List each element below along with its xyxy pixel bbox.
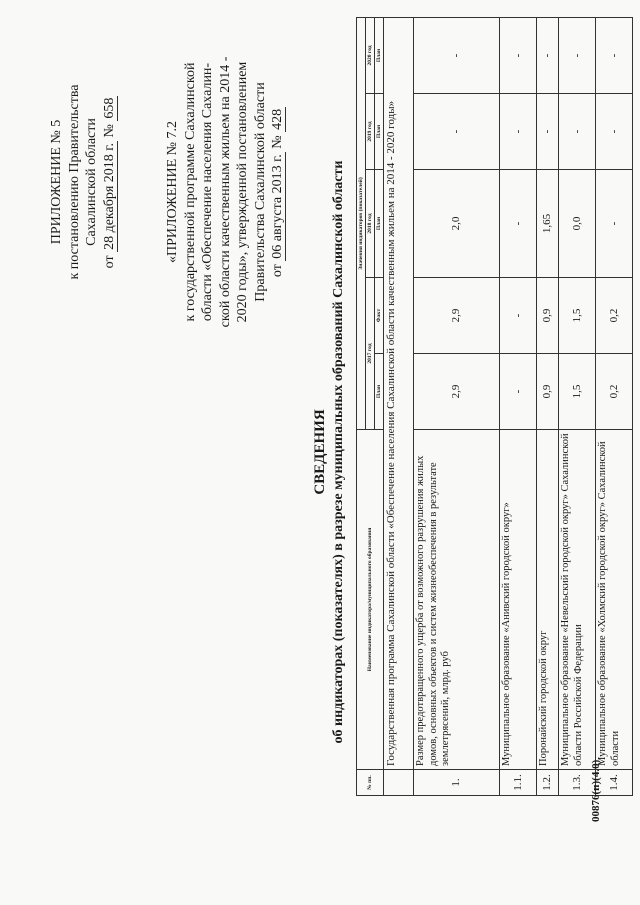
program-number: 428 [270,108,285,130]
value-2017-plan: 2,9 [414,354,500,430]
rotated-document-page [14,12,621,892]
value-2017-fact: 2,9 [414,278,500,354]
appendix-72-line: 2020 годы», утвержденной постановлением [235,61,250,323]
row-number: 1.3. [559,770,596,796]
row-number: 1.2. [537,770,559,796]
value-2017-fact: 0,9 [537,278,559,354]
document-code: 00876(п)(4.0) [590,759,602,822]
municipality-name: Муниципальное образование «Невельский городской округ» Сахалинской области Российской Федерации [559,430,596,770]
municipality-name: Муниципальное образование «Холмский городской округ» Сахалинской области [596,430,633,770]
appendix-72-date-line: от 06 августа 2013 г. № 428 [270,108,285,278]
value-2018-plan: - [596,170,633,278]
value-2017-fact: 0,2 [596,278,633,354]
appendix-72-line: к государственной программе Сахалинской [182,62,198,322]
page-title: СВЕДЕНИЯ [312,409,328,495]
header-2020: 2020 год [366,17,375,93]
value-2017-plan: - [500,354,537,430]
header-plan: План [375,354,384,430]
row-number: 1. [414,770,500,796]
appendix-5-date-line: от 28 декабря 2018 г. № 658 [101,97,117,269]
appendix-72-header [164,22,287,362]
appendix-5-line: к постановлению Правительства [66,84,82,280]
appendix-72-line: Правительства Сахалинской области [252,82,268,302]
value-2019-plan: - [537,94,559,170]
appendix-5-header [48,32,118,332]
value-2019-plan: - [414,94,500,170]
appendix-5-title: ПРИЛОЖЕНИЕ № 5 [49,119,64,245]
header-plan: План [375,17,384,93]
header-2019: 2019 год [366,94,375,170]
appendix-72-line: области «Обеспечение населения Сахалин- [200,62,215,322]
appendix-72-line: ской области качественным жильем на 2014 - [217,56,233,328]
value-2020-plan: - [559,17,596,93]
page-subtitle: об индикаторах (показателях) в разрезе муниципальных образований Сахалинской области [331,160,346,744]
header-plan: План [375,170,384,278]
value-2019-plan: - [596,94,633,170]
header-2017: 2017 год [366,278,375,430]
indicators-table [356,17,633,796]
header-fact: Факт [375,278,384,354]
value-2018-plan: 0,0 [559,170,596,278]
row-number: 1.4. [596,770,633,796]
table-row [414,17,500,795]
header-values: Значения индикаторов (показателей) [357,17,366,429]
value-2020-plan: - [500,17,537,93]
value-2017-fact: 1,5 [559,278,596,354]
value-2019-plan: - [500,94,537,170]
header-plan: План [375,94,384,170]
value-2020-plan: - [596,17,633,93]
decree-number: 658 [101,97,117,119]
value-2017-plan: 0,2 [596,354,633,430]
header-name: Наименование индикатора/муниципального образования [357,430,384,770]
value-2020-plan: - [414,17,500,93]
table-row [537,17,559,795]
value-2018-plan: 1,65 [537,170,559,278]
table-row-program [384,17,414,795]
appendix-72-title: «ПРИЛОЖЕНИЕ № 7.2 [165,121,180,263]
indicator-name: Размер предотвращенного ущерба от возможного разрушения жилых домов, основных объектов и систем жизнеобеспечения в результате землетрясений, млрд. руб [414,430,500,770]
value-2017-plan: 1,5 [559,354,596,430]
program-date: 06 августа 2013 г. [270,154,285,259]
value-2017-fact: - [500,278,537,354]
row-number: 1.1. [500,770,537,796]
table-row [596,17,633,795]
municipality-name: Поронайский городской округ [537,430,559,770]
table-header-row [357,17,366,795]
table-row [500,17,537,795]
program-title-cell: Государственная программа Сахалинской области «Обеспечение населения Сахалинской области качественным жильем на 2014 - 2020 годы» [384,17,414,769]
header-num: № пп. [357,770,384,796]
municipality-name: Муниципальное образование «Анивский городской округ» [500,430,537,770]
header-2018: 2018 год [366,170,375,278]
value-2019-plan: - [559,94,596,170]
decree-date: 28 декабря 2018 г. [101,143,117,250]
table-row [559,17,596,795]
value-2020-plan: - [537,17,559,93]
value-2018-plan: - [500,170,537,278]
value-2018-plan: 2,0 [414,170,500,278]
appendix-5-line: Сахалинской области [84,118,99,246]
value-2017-plan: 0,9 [537,354,559,430]
